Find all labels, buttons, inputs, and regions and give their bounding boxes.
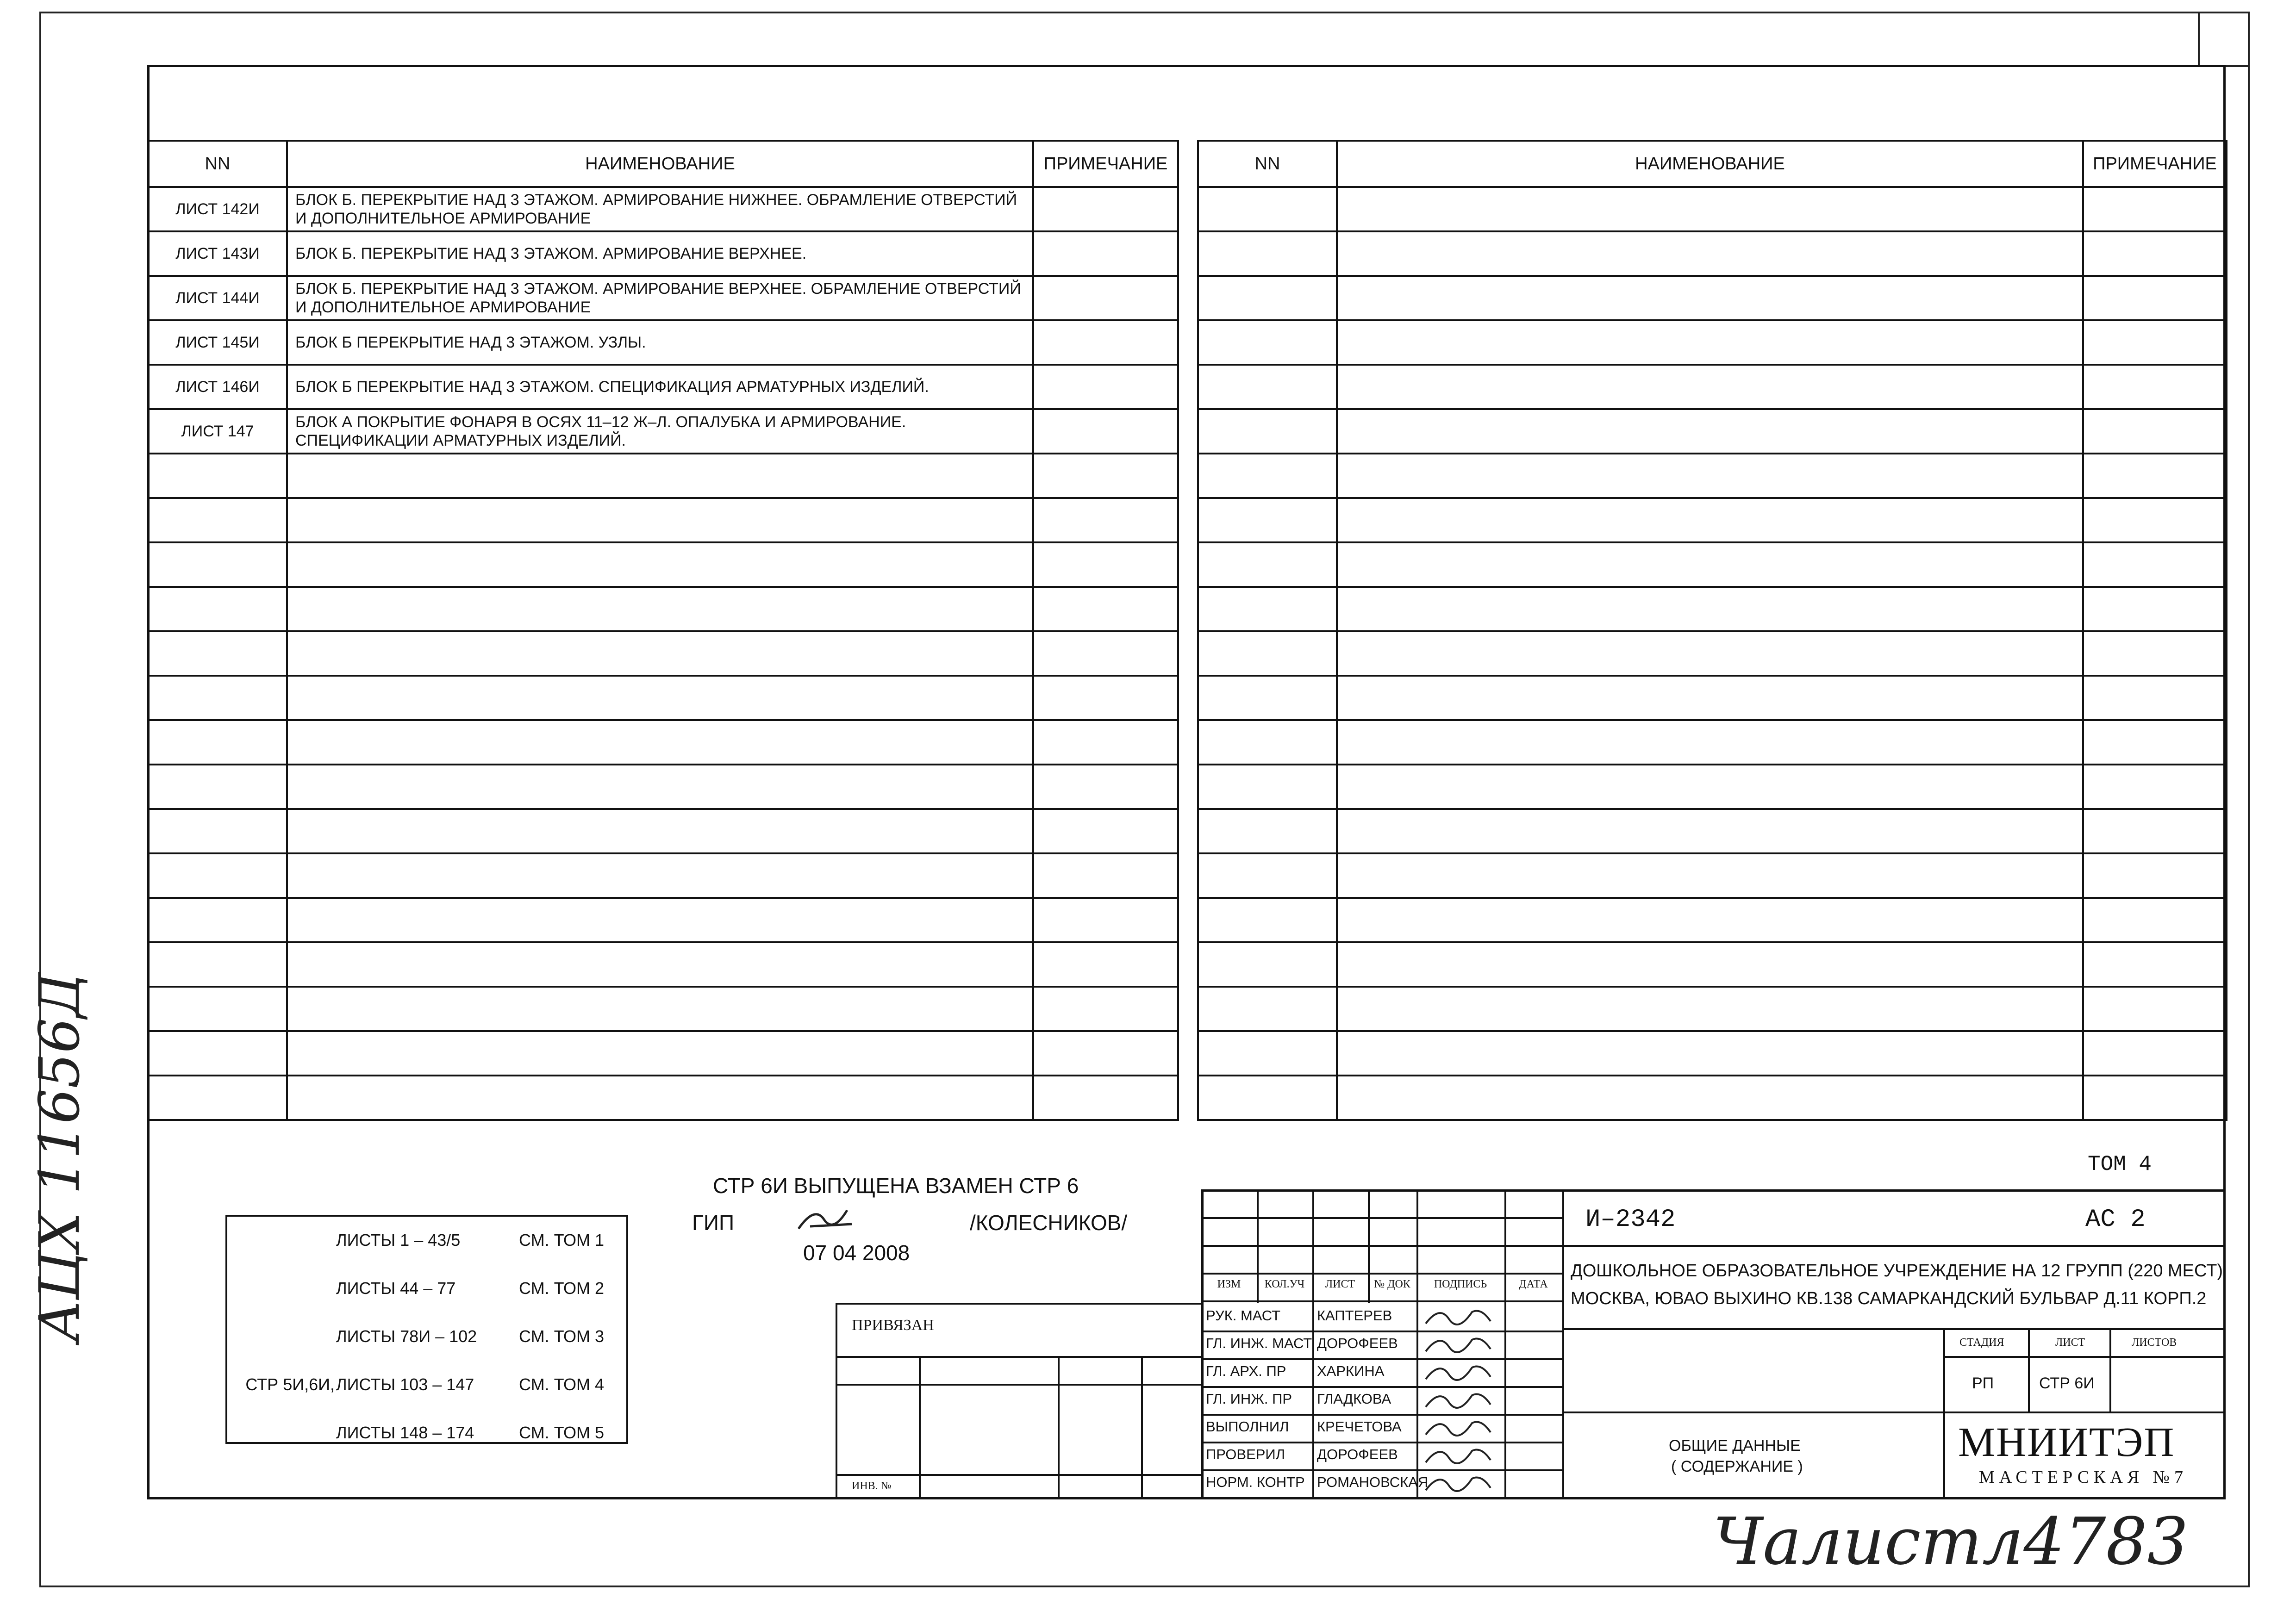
doc-code: И–2342 xyxy=(1585,1206,1676,1234)
signature-scribble xyxy=(1421,1442,1500,1469)
cell-note xyxy=(1033,587,1178,631)
role-name: ДОРОФЕЕВ xyxy=(1317,1335,1398,1351)
empty-cell xyxy=(1337,365,2083,409)
table-row xyxy=(148,942,1178,987)
table-row xyxy=(1198,1031,2227,1076)
cell-name xyxy=(287,898,1033,942)
empty-cell xyxy=(2083,853,2227,898)
empty-cell xyxy=(1198,498,1337,542)
cell-name xyxy=(287,631,1033,676)
table-row xyxy=(148,720,1178,765)
sheet-header: ЛИСТ xyxy=(2055,1337,2085,1349)
col-header: ЛИСТ xyxy=(1325,1278,1355,1290)
empty-cell xyxy=(1198,587,1337,631)
cell-nn: ЛИСТ 142И xyxy=(148,187,287,231)
signature-scribble xyxy=(1421,1303,1500,1331)
empty-cell xyxy=(1198,853,1337,898)
cell-note xyxy=(1033,409,1178,454)
empty-cell xyxy=(1198,365,1337,409)
table-row xyxy=(1198,942,2227,987)
table-row xyxy=(148,231,1178,276)
table-row xyxy=(1198,987,2227,1031)
table-row xyxy=(148,809,1178,853)
cell-note xyxy=(1033,676,1178,720)
cell-note xyxy=(1033,320,1178,365)
header-name: НАИМЕНОВАНИЕ xyxy=(287,141,1033,187)
cell-nn xyxy=(148,987,287,1031)
empty-cell xyxy=(1198,187,1337,231)
volume-ref: СМ. ТОМ 4 xyxy=(519,1375,604,1394)
empty-cell xyxy=(2083,631,2227,676)
role-name: ХАРКИНА xyxy=(1317,1363,1385,1379)
col-header: КОЛ.УЧ xyxy=(1264,1278,1305,1290)
cell-name xyxy=(287,987,1033,1031)
cell-name: БЛОК Б. ПЕРЕКРЫТИЕ НАД 3 ЭТАЖОМ. АРМИРОВАНИЕ ВЕРХНЕЕ. ОБРАМЛЕНИЕ ОТВЕРСТИЙ И ДОПОЛНИТЕЛЬНОЕ АРМИРОВАНИЕ xyxy=(287,276,1033,320)
cell-nn xyxy=(148,809,287,853)
cell-nn: ЛИСТ 146И xyxy=(148,365,287,409)
role-label: ВЫПОЛНИЛ xyxy=(1206,1418,1289,1435)
content-title-line-2: ( СОДЕРЖАНИЕ ) xyxy=(1671,1458,1803,1475)
empty-cell xyxy=(1198,454,1337,498)
cell-name xyxy=(287,853,1033,898)
role-label: ГЛ. АРХ. ПР xyxy=(1206,1363,1286,1379)
cell-name: БЛОК Б. ПЕРЕКРЫТИЕ НАД 3 ЭТАЖОМ. АРМИРОВАНИЕ ВЕРХНЕЕ. xyxy=(287,231,1033,276)
table-row xyxy=(1198,409,2227,454)
cell-name xyxy=(287,676,1033,720)
empty-cell xyxy=(2083,587,2227,631)
table-row xyxy=(1198,898,2227,942)
cell-nn xyxy=(148,498,287,542)
sheet-value: СТР 6И xyxy=(2039,1374,2095,1392)
table-row xyxy=(1198,1076,2227,1120)
cell-name xyxy=(287,765,1033,809)
table-row xyxy=(148,898,1178,942)
cell-name xyxy=(287,542,1033,587)
empty-cell xyxy=(2083,987,2227,1031)
cell-note xyxy=(1033,454,1178,498)
cell-name xyxy=(287,942,1033,987)
cell-note xyxy=(1033,231,1178,276)
cell-note xyxy=(1033,765,1178,809)
empty-cell xyxy=(1198,720,1337,765)
header-note: ПРИМЕЧАНИЕ xyxy=(1033,141,1178,187)
cell-nn xyxy=(148,853,287,898)
empty-cell xyxy=(2083,542,2227,587)
empty-cell xyxy=(1337,765,2083,809)
org-sub: МАСТЕРСКАЯ №7 xyxy=(1979,1468,2188,1487)
signature-scribble xyxy=(1421,1331,1500,1358)
cell-name: БЛОК Б ПЕРЕКРЫТИЕ НАД 3 ЭТАЖОМ. УЗЛЫ. xyxy=(287,320,1033,365)
role-label: ГЛ. ИНЖ. МАСТ xyxy=(1206,1335,1312,1351)
empty-cell xyxy=(1337,1031,2083,1076)
cell-note xyxy=(1033,853,1178,898)
section-code: АС 2 xyxy=(2085,1206,2146,1234)
cell-name xyxy=(287,587,1033,631)
empty-cell xyxy=(1198,765,1337,809)
volume-row xyxy=(227,1327,626,1355)
table-row xyxy=(148,765,1178,809)
table-row xyxy=(1198,498,2227,542)
project-line-1: ДОШКОЛЬНОЕ ОБРАЗОВАТЕЛЬНОЕ УЧРЕЖДЕНИЕ НА 12 ГРУПП (220 МЕСТ) xyxy=(1571,1261,2223,1281)
empty-cell xyxy=(2083,898,2227,942)
empty-cell xyxy=(1337,853,2083,898)
volume-sheets: ЛИСТЫ 1 – 43/5 xyxy=(336,1231,461,1250)
cell-note xyxy=(1033,809,1178,853)
table-row xyxy=(148,498,1178,542)
cell-name xyxy=(287,720,1033,765)
handwritten-side-number: АЦХ 11656Д xyxy=(28,972,92,1342)
role-label: РУК. МАСТ xyxy=(1206,1307,1281,1324)
volume-ref: СМ. ТОМ 2 xyxy=(519,1279,604,1298)
col-header: ИЗМ xyxy=(1217,1278,1241,1290)
role-name: ГЛАДКОВА xyxy=(1317,1391,1391,1407)
cell-note xyxy=(1033,1076,1178,1120)
empty-cell xyxy=(1198,1076,1337,1120)
empty-cell xyxy=(1198,987,1337,1031)
cell-nn xyxy=(148,631,287,676)
cell-note xyxy=(1033,987,1178,1031)
table-row xyxy=(148,1031,1178,1076)
volume-sheets: ЛИСТЫ 78И – 102 xyxy=(336,1327,477,1346)
cell-note xyxy=(1033,187,1178,231)
header-note: ПРИМЕЧАНИЕ xyxy=(2083,141,2227,187)
empty-cell xyxy=(1337,409,2083,454)
table-row xyxy=(148,276,1178,320)
table-row xyxy=(148,987,1178,1031)
empty-cell xyxy=(1337,276,2083,320)
sheet-corner-box xyxy=(2198,12,2250,67)
privyazan-label: ПРИВЯЗАН xyxy=(852,1317,934,1334)
cell-note xyxy=(1033,898,1178,942)
table-row xyxy=(148,542,1178,587)
empty-cell xyxy=(1337,720,2083,765)
cell-note xyxy=(1033,1031,1178,1076)
volume-row xyxy=(227,1423,626,1451)
empty-cell xyxy=(1337,676,2083,720)
signature-scribble xyxy=(1421,1414,1500,1442)
empty-cell xyxy=(1337,542,2083,587)
empty-cell xyxy=(2083,1076,2227,1120)
empty-cell xyxy=(2083,276,2227,320)
table-row xyxy=(148,587,1178,631)
header-name: НАИМЕНОВАНИЕ xyxy=(1337,141,2083,187)
empty-cell xyxy=(1337,454,2083,498)
empty-cell xyxy=(1337,498,2083,542)
table-row xyxy=(148,631,1178,676)
cell-nn: ЛИСТ 145И xyxy=(148,320,287,365)
content-title-line-1: ОБЩИЕ ДАННЫЕ xyxy=(1669,1437,1801,1455)
table-row xyxy=(1198,809,2227,853)
empty-cell xyxy=(2083,454,2227,498)
right-contents-table xyxy=(1197,140,2227,1121)
table-row xyxy=(1198,631,2227,676)
empty-cell xyxy=(1198,276,1337,320)
empty-cell xyxy=(1198,942,1337,987)
table-row xyxy=(1198,853,2227,898)
cell-note xyxy=(1033,365,1178,409)
empty-cell xyxy=(1337,1076,2083,1120)
empty-cell xyxy=(1337,942,2083,987)
volume-ref: СМ. ТОМ 5 xyxy=(519,1423,604,1442)
empty-cell xyxy=(2083,187,2227,231)
empty-cell xyxy=(2083,676,2227,720)
table-row xyxy=(148,365,1178,409)
volume-row xyxy=(227,1279,626,1306)
role-name: ДОРОФЕЕВ xyxy=(1317,1446,1398,1462)
table-row xyxy=(1198,720,2227,765)
table-row xyxy=(148,454,1178,498)
table-row xyxy=(1198,676,2227,720)
empty-cell xyxy=(1337,587,2083,631)
cell-name: БЛОК Б ПЕРЕКРЫТИЕ НАД 3 ЭТАЖОМ. СПЕЦИФИКАЦИЯ АРМАТУРНЫХ ИЗДЕЛИЙ. xyxy=(287,365,1033,409)
empty-cell xyxy=(2083,809,2227,853)
stage-header: СТАДИЯ xyxy=(1959,1337,2004,1349)
role-label: ПРОВЕРИЛ xyxy=(1206,1446,1285,1462)
volume-sheets: ЛИСТЫ 148 – 174 xyxy=(336,1423,474,1442)
header-nn: NN xyxy=(1198,141,1337,187)
handwritten-bottom-number: Чалистл4783 xyxy=(1713,1504,2189,1579)
empty-cell xyxy=(2083,720,2227,765)
cell-nn xyxy=(148,454,287,498)
cell-nn: ЛИСТ 144И xyxy=(148,276,287,320)
gip-date: 07 04 2008 xyxy=(803,1241,910,1265)
volume-prefix: СТР 5И,6И, xyxy=(245,1375,335,1394)
cell-name xyxy=(287,1031,1033,1076)
cell-note xyxy=(1033,542,1178,587)
volume-sheets: ЛИСТЫ 44 – 77 xyxy=(336,1279,456,1298)
empty-cell xyxy=(1198,542,1337,587)
empty-cell xyxy=(2083,320,2227,365)
cell-nn: ЛИСТ 147 xyxy=(148,409,287,454)
table-row xyxy=(1198,454,2227,498)
sheets-header: ЛИСТОВ xyxy=(2132,1337,2177,1349)
empty-cell xyxy=(1198,676,1337,720)
cell-note xyxy=(1033,720,1178,765)
cell-note xyxy=(1033,498,1178,542)
empty-cell xyxy=(1337,987,2083,1031)
empty-cell xyxy=(1198,320,1337,365)
role-name: КРЕЧЕТОВА xyxy=(1317,1418,1402,1435)
cell-note xyxy=(1033,631,1178,676)
empty-cell xyxy=(1337,320,2083,365)
org-name: МНИИТЭП xyxy=(1958,1419,2175,1465)
volume-sheets: ЛИСТЫ 103 – 147 xyxy=(336,1375,474,1394)
table-row xyxy=(1198,231,2227,276)
volume-row xyxy=(227,1375,626,1403)
cell-name xyxy=(287,1076,1033,1120)
cell-nn xyxy=(148,942,287,987)
replacement-note: СТР 6И ВЫПУЩЕНА ВЗАМЕН СТР 6 xyxy=(713,1174,1079,1198)
empty-cell xyxy=(1198,231,1337,276)
empty-cell xyxy=(1337,898,2083,942)
empty-cell xyxy=(2083,231,2227,276)
header-nn: NN xyxy=(148,141,287,187)
cell-nn xyxy=(148,542,287,587)
cell-nn xyxy=(148,676,287,720)
signature-scribble xyxy=(1421,1386,1500,1414)
table-row xyxy=(148,853,1178,898)
cell-nn xyxy=(148,898,287,942)
gip-label: ГИП xyxy=(692,1211,735,1235)
col-header: № ДОК xyxy=(1374,1278,1410,1290)
table-row xyxy=(148,409,1178,454)
col-header: ДАТА xyxy=(1519,1278,1548,1290)
tom-label: ТОМ 4 xyxy=(2088,1152,2152,1176)
cell-nn xyxy=(148,587,287,631)
cell-nn: ЛИСТ 143И xyxy=(148,231,287,276)
signature-scribble xyxy=(1421,1469,1500,1497)
table-row xyxy=(1198,276,2227,320)
empty-cell xyxy=(1198,409,1337,454)
empty-cell xyxy=(1198,631,1337,676)
cell-name xyxy=(287,498,1033,542)
cell-name xyxy=(287,454,1033,498)
empty-cell xyxy=(1198,898,1337,942)
empty-cell xyxy=(1198,1031,1337,1076)
cell-nn xyxy=(148,1076,287,1120)
gip-name: /КОЛЕСНИКОВ/ xyxy=(970,1211,1128,1235)
table-row xyxy=(1198,320,2227,365)
empty-cell xyxy=(2083,498,2227,542)
cell-note xyxy=(1033,276,1178,320)
volume-ref: СМ. ТОМ 1 xyxy=(519,1231,604,1250)
table-row xyxy=(148,187,1178,231)
table-row xyxy=(1198,587,2227,631)
empty-cell xyxy=(1337,187,2083,231)
empty-cell xyxy=(2083,409,2227,454)
table-row xyxy=(148,676,1178,720)
cell-nn xyxy=(148,720,287,765)
table-row xyxy=(1198,765,2227,809)
cell-name: БЛОК А ПОКРЫТИЕ ФОНАРЯ В ОСЯХ 11–12 Ж–Л. ОПАЛУБКА И АРМИРОВАНИЕ. СПЕЦИФИКАЦИИ АРМАТУРНЫХ ИЗДЕЛИЙ. xyxy=(287,409,1033,454)
left-contents-table xyxy=(147,140,1179,1121)
table-row xyxy=(1198,187,2227,231)
role-name: КАПТЕРЕВ xyxy=(1317,1307,1392,1324)
volumes-box xyxy=(225,1215,628,1444)
inv-label: ИНВ. № xyxy=(852,1480,892,1492)
table-row xyxy=(1198,542,2227,587)
role-label: НОРМ. КОНТР xyxy=(1206,1474,1305,1490)
empty-cell xyxy=(2083,942,2227,987)
empty-cell xyxy=(2083,365,2227,409)
table-row xyxy=(1198,365,2227,409)
table-row xyxy=(148,1076,1178,1120)
stage-value: РП xyxy=(1972,1374,1994,1392)
cell-name: БЛОК Б. ПЕРЕКРЫТИЕ НАД 3 ЭТАЖОМ. АРМИРОВАНИЕ НИЖНЕЕ. ОБРАМЛЕНИЕ ОТВЕРСТИЙ И ДОПОЛНИТЕЛЬНОЕ АРМИРОВАНИЕ xyxy=(287,187,1033,231)
cell-nn xyxy=(148,1031,287,1076)
empty-cell xyxy=(1198,809,1337,853)
cell-note xyxy=(1033,942,1178,987)
empty-cell xyxy=(1337,631,2083,676)
col-header: ПОДПИСЬ xyxy=(1434,1278,1487,1290)
volume-ref: СМ. ТОМ 3 xyxy=(519,1327,604,1346)
empty-cell xyxy=(2083,765,2227,809)
empty-cell xyxy=(1337,231,2083,276)
volume-row xyxy=(227,1231,626,1258)
cell-nn xyxy=(148,765,287,809)
empty-cell xyxy=(1337,809,2083,853)
role-label: ГЛ. ИНЖ. ПР xyxy=(1206,1391,1292,1407)
signature-scribble xyxy=(1421,1358,1500,1386)
empty-cell xyxy=(2083,1031,2227,1076)
cell-name xyxy=(287,809,1033,853)
table-row xyxy=(148,320,1178,365)
project-line-2: МОСКВА, ЮВАО ВЫХИНО КВ.138 САМАРКАНДСКИЙ БУЛЬВАР Д.11 КОРП.2 xyxy=(1571,1289,2207,1308)
role-name: РОМАНОВСКАЯ xyxy=(1317,1474,1429,1490)
